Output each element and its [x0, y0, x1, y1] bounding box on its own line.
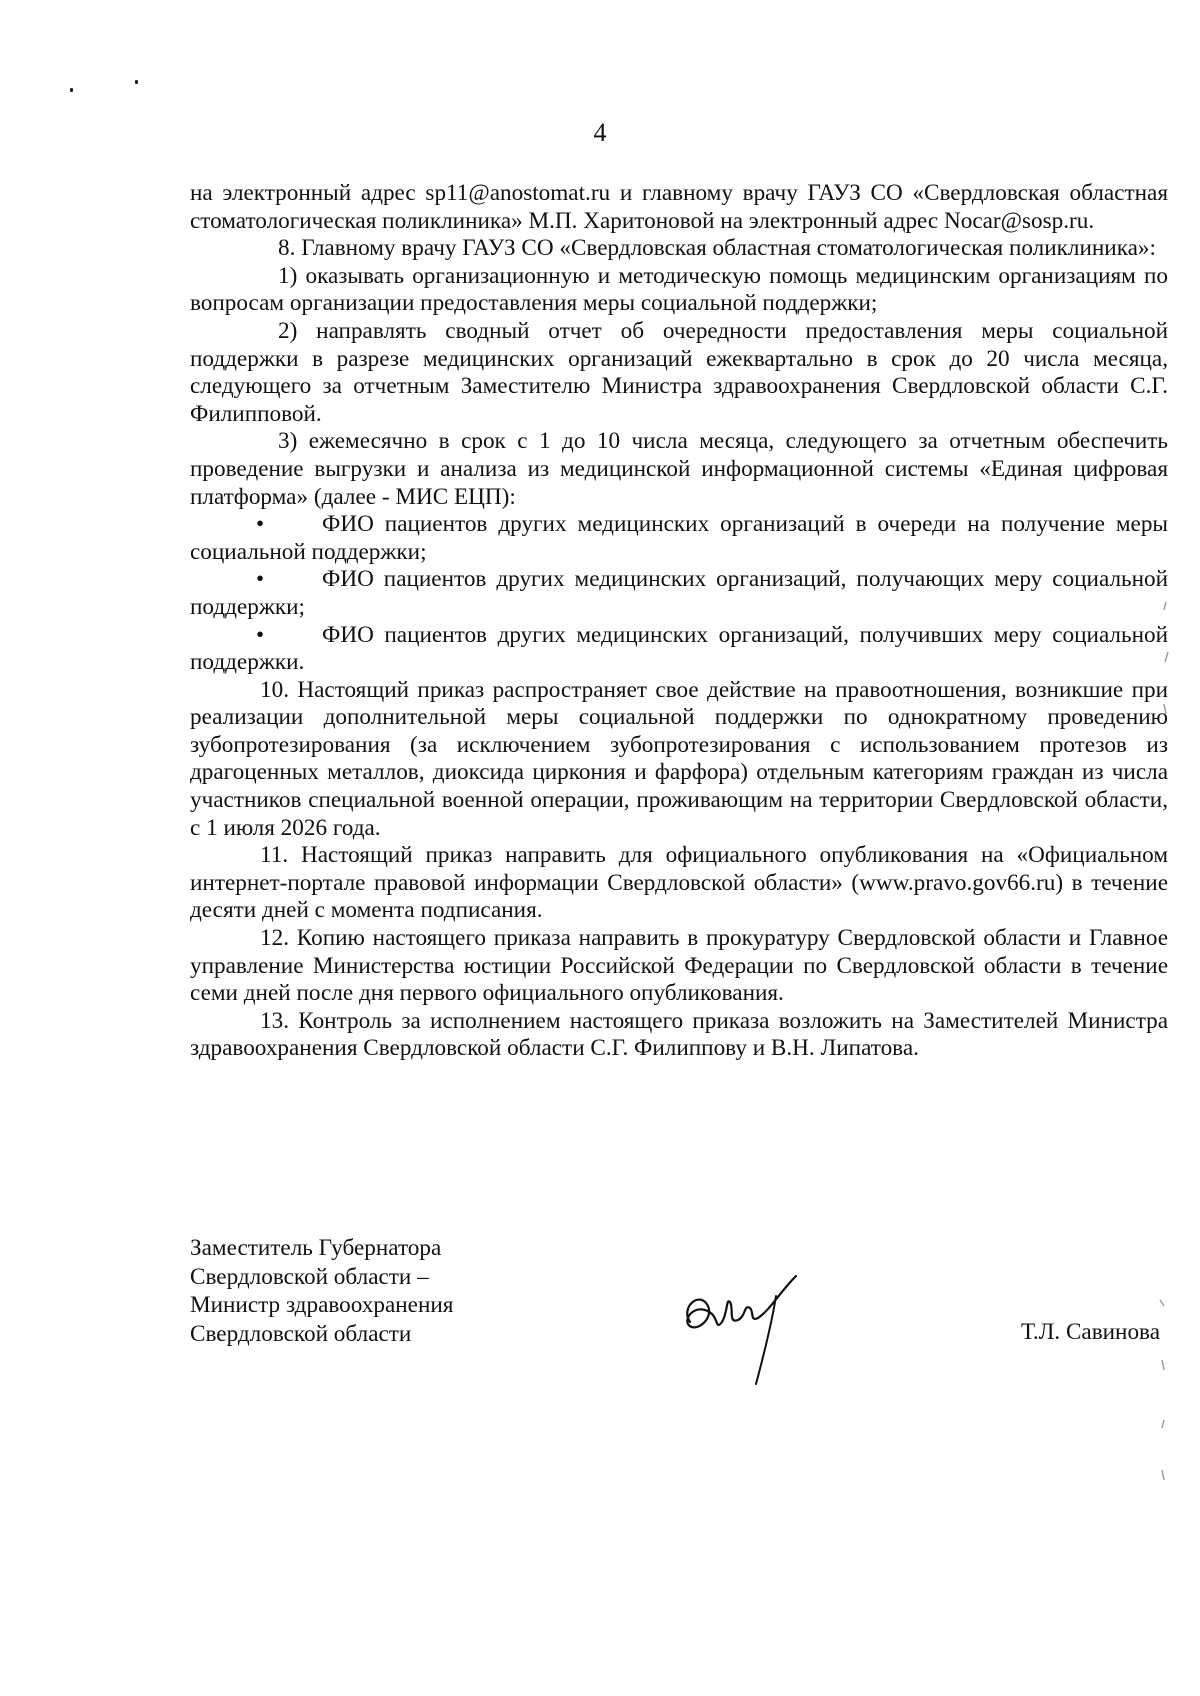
bullet-item — [190, 622, 1168, 677]
scan-margin-artifacts — [1150, 600, 1180, 1500]
paragraph-10: 10. Настоящий приказ распространяет свое действие на правоотношения, возникшие при реализации дополнительной меры социальной поддержки по однократному проведению зубопротезирования (за исключением зубопротезирования с использованием протезов из драгоценных металлов, диоксида циркония и фарфора) отдельным категориям граждан из числа участников специальной военной операции, проживающим на территории Свердловской области, с 1 июля 2026 года. — [190, 676, 1168, 841]
bullet-text: ФИО пациентов других медицинских организаций, получающих меру социальной поддержки; — [190, 566, 1168, 620]
bullet-icon: • — [256, 566, 265, 593]
bullet-text: ФИО пациентов других медицинских организаций в очереди на получение меры социальной поддержки; — [190, 511, 1168, 565]
paragraph-8: 8. Главному врачу ГАУЗ СО «Свердловская областная стоматологическая поликлиника»: — [278, 235, 1156, 262]
signatory-title-line: Министр здравоохранения — [190, 1292, 454, 1318]
bullet-icon: • — [256, 621, 265, 648]
paragraph-email-continuation: на электронный адрес sp11@anostomat.ru и главному врачу ГАУЗ СО «Свердловская областная стоматологическая поликлиника» М.П. Харитоновой на электронный адрес Nocar@sosp.ru. — [190, 180, 1168, 234]
bullet-item — [190, 511, 1168, 566]
scan-artifact — [70, 88, 73, 92]
document-body — [190, 180, 1168, 1063]
bullet-text: ФИО пациентов других медицинских организаций, получивших меру социальной поддержки. — [190, 621, 1168, 676]
scan-artifact — [135, 80, 138, 84]
signatory-title — [190, 1234, 453, 1348]
paragraph-12: 12. Копию настоящего приказа направить в прокуратуру Свердловской области и Главное управление Министерства юстиции Российской Федерации по Свердловской области в течение семи дней после дня первого официального опубликования. — [190, 925, 1168, 1007]
paragraph-8-2: 2) направлять сводный отчет об очередности предоставления меры социальной поддержки в разрезе медицинских организаций ежеквартально в срок до 20 числа месяца, следующего за отчетным Заместителю Министра здравоохранения Свердловской области С.Г. Филипповой. — [190, 317, 1168, 427]
paragraph-11: 11. Настоящий приказ направить для официального опубликования на «Официальном интернет-портале правовой информации Свердловской области» (www.pravo.gov66.ru) в течение десяти дней с момента подписания. — [190, 842, 1168, 924]
paragraph-8-1: 1) оказывать организационную и методическую помощь медицинским организациям по вопросам организации предоставления меры социальной поддержки; — [190, 262, 1168, 317]
bullet-icon: • — [256, 511, 265, 538]
signatory-name: Т.Л. Савинова — [1020, 1319, 1160, 1345]
signatory-title-line: Свердловской области – — [190, 1263, 429, 1290]
bullet-item — [190, 566, 1168, 621]
handwritten-signature — [672, 1262, 812, 1392]
paragraph-13: 13. Контроль за исполнением настоящего приказа возложить на Заместителей Министра здравоохранения Свердловской области С.Г. Филиппову и В.Н. Липатова. — [190, 1007, 1168, 1062]
signatory-title-line: Заместитель Губернатора — [190, 1235, 442, 1261]
page-number: 4 — [593, 118, 607, 147]
signatory-title-line: Свердловской области — [190, 1320, 412, 1347]
paragraph-8-3: 3) ежемесячно в срок с 1 до 10 числа месяца, следующего за отчетным обеспечить проведение выгрузки и анализа из медицинской информационной системы «Единая цифровая платформа» (далее - МИС ЕЦП): — [190, 428, 1168, 510]
